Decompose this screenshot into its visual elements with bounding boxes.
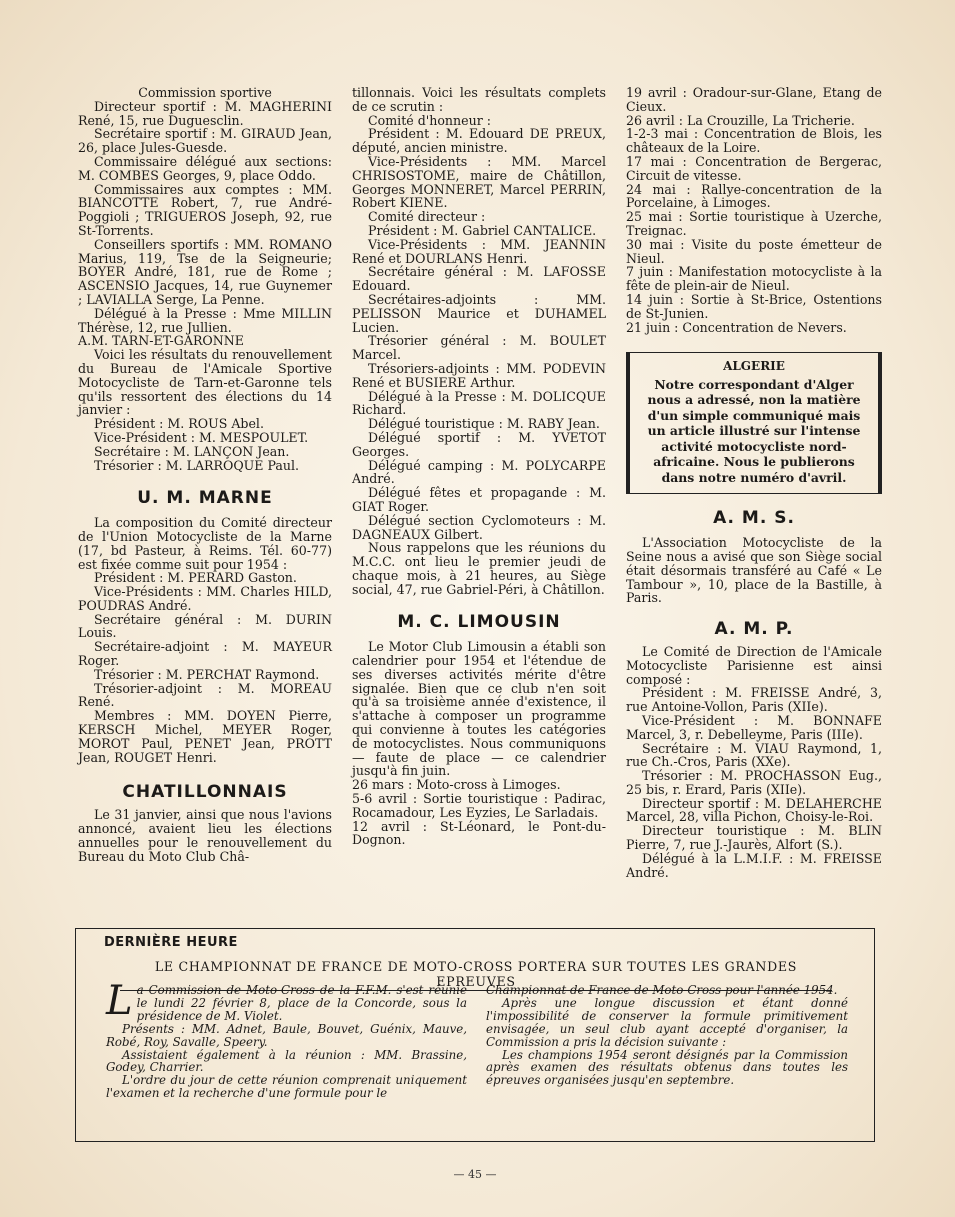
paragraph: Le 31 janvier, ainsi que nous l'avions annoncé, avaient lieu les élections annuelles pour le renouvellement du Bureau du Moto Club Châ-: [78, 807, 332, 864]
paragraph: Vice-Président : M. MESPOULET.: [94, 429, 309, 445]
calendar-entry: 21 juin : Concentration de Nevers.: [626, 319, 847, 335]
paragraph: L'Association Motocycliste de la Seine nous a avisé que son Siège social était désormais transféré au Café « Le Tambour », 10, place de la Bastille, à Paris.: [626, 535, 882, 606]
paragraph: Nous rappelons que les réunions du M.C.C. ont lieu le premier jeudi de chaque mois, à 21 heures, au Siège social, 47, rue Gabriel-Péri, à Châtillon.: [352, 540, 606, 597]
paragraph: Comité d'honneur :: [368, 112, 491, 128]
paragraph: Trésorier général : M. BOULET Marcel.: [352, 333, 606, 363]
calendar-entry: 26 avril : La Crouzille, La Tricherie.: [626, 112, 855, 128]
paragraph: Président : M. ROUS Abel.: [94, 416, 264, 432]
paragraph: Président : M. PERARD Gaston.: [94, 570, 297, 586]
paragraph: Secrétaire : M. LANÇON Jean.: [94, 443, 290, 459]
section-heading: A. M. P.: [714, 619, 794, 640]
paragraph: a Commission de Moto-Cross de la F.F.M. s'est réunie le lundi 22 février 8, place de la Concorde, sous la présidence de M. Violet.: [136, 983, 467, 1023]
paragraph: Vice-Président : M. BONNAFE Marcel, 3, r. Debelleyme, Paris (IIIe).: [626, 712, 882, 742]
paragraph: Commission sportive: [138, 85, 272, 100]
news-title: DERNIÈRE HEURE: [104, 935, 238, 950]
paragraph: Délégué sportif : M. YVETOT Georges.: [352, 429, 606, 459]
paragraph: Président : M. Edouard DE PREUX, député, ancien ministre.: [352, 126, 606, 156]
paragraph: 5-6 avril : Sortie touristique : Padirac, Rocamadour, Les Eyzies, Le Sarladais.: [352, 791, 606, 820]
paragraph: Directeur sportif : M. MAGHERINI René, 15, rue Duguesclin.: [78, 98, 332, 128]
paragraph: Secrétaires-adjoints : MM. PELISSON Maurice et DUHAMEL Lucien.: [352, 291, 606, 335]
derniere-heure-box: [75, 928, 875, 1142]
page-number: — 45 —: [453, 1168, 497, 1181]
paragraph: Secrétaire : M. VIAU Raymond, 1, rue Ch.-Cros, Paris (XXe).: [626, 740, 882, 770]
paragraph: Délégué à la Presse : M. DOLICQUE Richard.: [352, 388, 606, 418]
calendar-entry: 7 juin : Manifestation motocycliste à la fête de plein-air de Nieul.: [626, 264, 882, 294]
paragraph: Secrétaire-adjoint : M. MAYEUR Roger.: [78, 639, 332, 669]
paragraph: La composition du Comité directeur de l'Union Motocycliste de la Marne (17, bd Pasteur, à Reims. Tél. 60-77) est fixée comme suit pour 1954 :: [78, 515, 332, 572]
paragraph: Conseillers sportifs : MM. ROMANO Marius, 119, Tse de la Seigneurie; BOYER André, 181, rue de Rome ; ASCENSIO Jacques, 14, rue Guynemer ; LAVIALLA Serge, La Penne.: [78, 236, 332, 307]
paragraph: Délégué touristique : M. RABY Jean.: [368, 416, 600, 432]
paragraph: Trésorier : M. LARROQUE Paul.: [94, 457, 300, 473]
paragraph: Délégué fêtes et propagande : M. GIAT Roger.: [352, 485, 606, 514]
paragraph: Trésoriers-adjoints : MM. PODEVIN René et BUSIERE Arthur.: [352, 360, 606, 390]
section-heading: M. C. LIMOUSIN: [397, 612, 561, 633]
column-3: [626, 86, 882, 879]
paragraph: Trésorier-adjoint : M. MOREAU René.: [78, 680, 332, 710]
box-title: ALGERIE: [723, 359, 785, 374]
paragraph: Voici les résultats du renouvellement du Bureau de l'Amicale Sportive Motocycliste de Tarn-et-Garonne tels qu'ils ressortent des élections du 14 janvier :: [78, 347, 332, 418]
paragraph: Vice-Présidents : MM. JEANNIN René et DOURLANS Henri.: [352, 236, 606, 266]
paragraph: Trésorier : M. PROCHASSON Eug., 25 bis, r. Erard, Paris (XIIe).: [626, 768, 882, 797]
paragraph: Délégué section Cyclomoteurs : M. DAGNEAUX Gilbert.: [352, 512, 606, 542]
section-heading: CHATILLONNAIS: [122, 782, 288, 803]
paragraph: Après une longue discussion et étant donné l'impossibilité de conserver la formule primitivement envisagée, un seul club ayant accepté d'organiser, la Commission a pris la décision suivante :: [486, 995, 848, 1049]
paragraph: Secrétaire général : M. LAFOSSE Edouard.: [352, 264, 606, 294]
paragraph: Président : M. FREISSE André, 3, rue Antoine-Vollon, Paris (XIIe).: [626, 685, 882, 715]
paragraph: Vice-Présidents : MM. Marcel CHRISOSTOME, maire de Châtillon, Georges MONNERET, Marcel PERRIN, Robert KIENE.: [352, 153, 606, 211]
news-column-1: [106, 978, 467, 1101]
paragraph: tillonnais. Voici les résultats complets de ce scrutin :: [352, 85, 606, 114]
paragraph: Délégué camping : M. POLYCARPE André.: [352, 457, 606, 487]
column-1: [78, 86, 332, 863]
paragraph: Délégué à la Presse : Mme MILLIN Thérèse, 12, rue Jullien.: [78, 305, 332, 335]
calendar-entry: 1-2-3 mai : Concentration de Blois, les châteaux de la Loire.: [626, 126, 882, 156]
paragraph: Le Motor Club Limousin a établi son calendrier pour 1954 et l'étendue de ses diverses activités mérite d'être signalée. Bien que ce club n'en soit qu'à sa troisième année d'existence, il s'attache à composer un programme qui convienne à toutes les catégories de motocyclistes. Nous communiquons — faute de place — ce calendrier jusqu'à fin juin.: [352, 639, 606, 779]
paragraph: Championnat de France de Moto-Cross pour l'année 1954.: [486, 983, 838, 997]
paragraph: Les champions 1954 seront désignés par la Commission après examen des résultats obtenus dans toutes les épreuves organisées jusqu'en septembre.: [486, 1047, 848, 1088]
news-headline: LE CHAMPIONNAT DE FRANCE DE MOTO-CROSS PORTERA SUR TOUTES LES GRANDES EPREUVES: [120, 959, 832, 991]
calendar-entry: 24 mai : Rallye-concentration de la Porcelaine, à Limoges.: [626, 181, 882, 211]
column-2: [352, 86, 606, 847]
calendar-entry: 14 juin : Sortie à St-Brice, Ostentions de St-Junien.: [626, 291, 882, 321]
section-heading: U. M. MARNE: [137, 488, 273, 509]
subheading: A.M. TARN-ET-GARONNE: [78, 333, 244, 349]
paragraph: 12 avril : St-Léonard, le Pont-du-Dognon.: [352, 818, 606, 848]
paragraph: Présents : MM. Adnet, Baule, Bouvet, Guénix, Mauve, Robé, Roy, Savalle, Speery.: [106, 1021, 467, 1049]
paragraph: Commissaire délégué aux sections: M. COMBES Georges, 9, place Oddo.: [78, 153, 332, 183]
paragraph: Secrétaire général : M. DURIN Louis.: [78, 611, 332, 641]
paragraph: Directeur sportif : M. DELAHERCHE Marcel, 28, villa Pichon, Choisy-le-Roi.: [626, 795, 882, 825]
drop-cap: L: [106, 978, 133, 1024]
paragraph: Comité directeur :: [368, 209, 486, 225]
box-text: Notre correspondant d'Alger nous a adressé, non la matière d'un simple communiqué mais un article illustré sur l'intense activité motocycliste nord-africaine. Nous le publierons dans notre numéro d'avril.: [647, 376, 861, 485]
paragraph: Membres : MM. DOYEN Pierre, KERSCH Michel, MEYER Roger, MOROT Paul, PENET Jean, PROTT Jean, ROUGET Henri.: [78, 708, 332, 765]
paragraph: Vice-Présidents : MM. Charles HILD, POUDRAS André.: [78, 584, 332, 613]
paragraph: Président : M. Gabriel CANTALICE.: [368, 222, 597, 238]
calendar-entry: 19 avril : Oradour-sur-Glane, Etang de Cieux.: [626, 85, 882, 114]
paragraph: 26 mars : Moto-cross à Limoges.: [352, 777, 561, 793]
paragraph: Trésorier : M. PERCHAT Raymond.: [94, 666, 320, 682]
paragraph: L'ordre du jour de cette réunion comprenait uniquement l'examen et la recherche d'une formule pour le: [106, 1073, 467, 1101]
paragraph: Directeur touristique : M. BLIN Pierre, 7, rue J.-Jaurès, Alfort (S.).: [626, 823, 882, 853]
section-heading: A. M. S.: [713, 508, 795, 529]
algerie-notice-box: [626, 352, 882, 494]
paragraph: Délégué à la L.M.I.F. : M. FREISSE André.: [626, 850, 882, 880]
calendar-entry: 25 mai : Sortie touristique à Uzerche, Treignac.: [626, 209, 882, 238]
calendar-entry: 30 mai : Visite du poste émetteur de Nieul.: [626, 236, 882, 266]
paragraph: Secrétaire sportif : M. GIRAUD Jean, 26, place Jules-Guesde.: [78, 126, 332, 156]
paragraph: Assistaient également à la réunion : MM. Brassine, Godey, Charrier.: [106, 1047, 467, 1075]
calendar-entry: 17 mai : Concentration de Bergerac, Circuit de vitesse.: [626, 153, 882, 183]
paragraph: Commissaires aux comptes : MM. BIANCOTTE Robert, 7, rue André-Poggioli ; TRIGUEROS Joseph, 92, rue St-Torrents.: [78, 181, 332, 238]
paragraph: Le Comité de Direction de l'Amicale Motocycliste Parisienne est ainsi composé :: [626, 643, 882, 687]
news-column-2: [486, 984, 848, 1087]
